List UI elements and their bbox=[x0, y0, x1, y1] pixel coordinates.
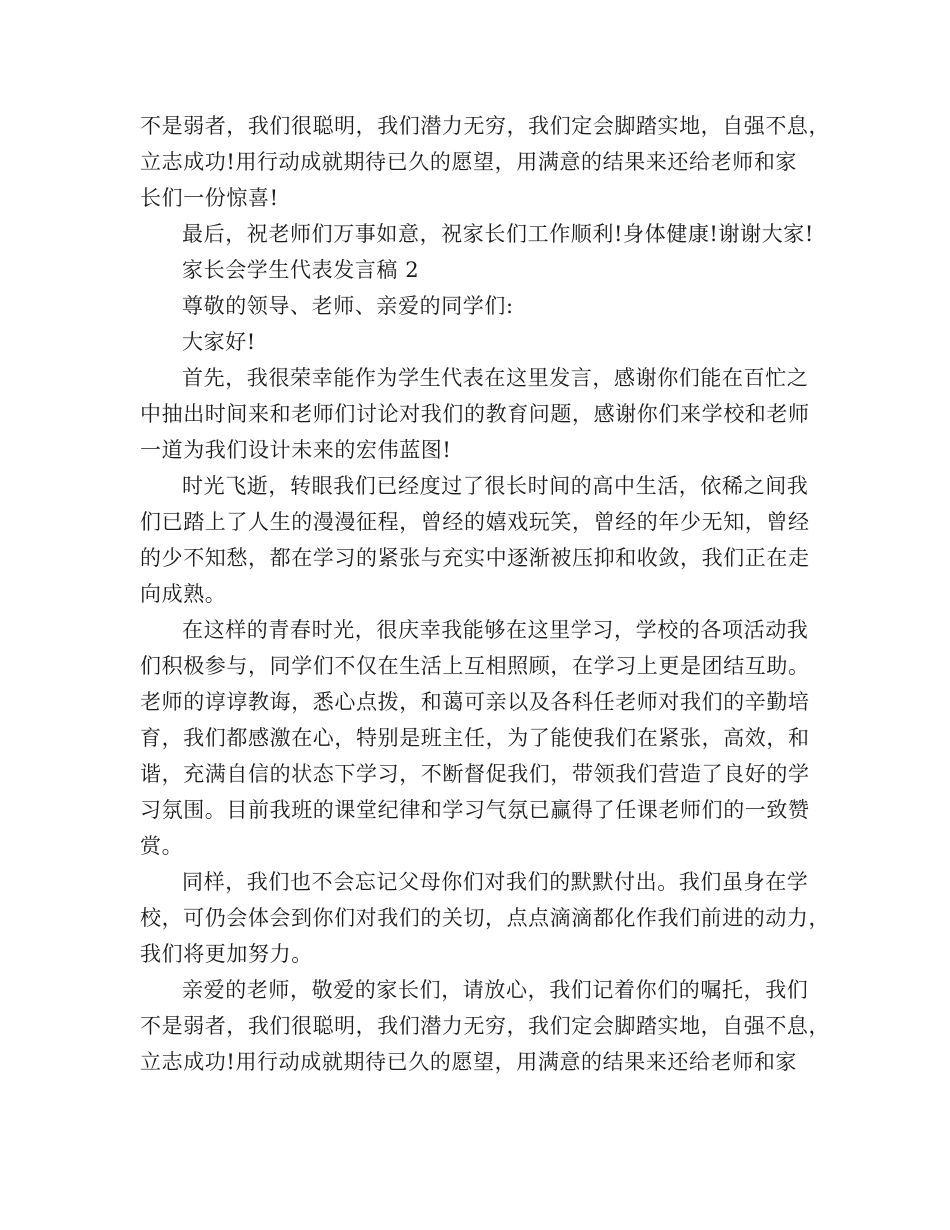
text-line: 们积极参与，同学们不仅在生活上互相照顾，在学习上更是团结互助。 bbox=[140, 654, 810, 678]
text-line: 立志成功!用行动成就期待已久的愿望，用满意的结果来还给老师和家 bbox=[140, 150, 798, 174]
text-line: 同样，我们也不会忘记父母你们对我们的默默付出。我们虽身在学 bbox=[182, 870, 809, 894]
document-body bbox=[140, 108, 830, 1080]
text-line: 不是弱者，我们很聪明，我们潜力无穷，我们定会脚踏实地，自强不息， bbox=[140, 114, 830, 138]
text-line: 习氛围。目前我班的课堂纪律和学习气氛已赢得了任课老师们的一致赞 bbox=[140, 798, 810, 822]
text-line: 亲爱的老师，敬爱的家长们，请放心，我们记着你们的嘱托，我们 bbox=[182, 978, 809, 1002]
text-line: 大家好! bbox=[182, 330, 256, 354]
text-line: 老师的谆谆教诲，悉心点拨，和蔼可亲以及各科任老师对我们的辛勤培 bbox=[140, 690, 810, 714]
text-line: 育，我们都感激在心，特别是班主任，为了能使我们在紧张，高效，和 bbox=[140, 726, 810, 750]
text-line: 尊敬的领导、老师、亲爱的同学们: bbox=[182, 294, 514, 318]
text-line: 家长会学生代表发言稿 2 bbox=[182, 258, 420, 282]
text-line: 立志成功!用行动成就期待已久的愿望，用满意的结果来还给老师和家 bbox=[140, 1050, 798, 1074]
text-line: 中抽出时间来和老师们讨论对我们的教育问题，感谢你们来学校和老师 bbox=[140, 402, 810, 426]
text-line: 谐，充满自信的状态下学习，不断督促我们，带领我们营造了良好的学 bbox=[140, 762, 810, 786]
text-line: 我们将更加努力。 bbox=[140, 942, 313, 966]
text-line: 不是弱者，我们很聪明，我们潜力无穷，我们定会脚踏实地，自强不息， bbox=[140, 1014, 830, 1038]
text-line: 的少不知愁，都在学习的紧张与充实中逐渐被压抑和收敛，我们正在走 bbox=[140, 546, 810, 570]
text-line: 首先，我很荣幸能作为学生代表在这里发言，感谢你们能在百忙之 bbox=[182, 366, 809, 390]
text-line: 校，可仍会体会到你们对我们的关切，点点滴滴都化作我们前进的动力， bbox=[140, 906, 830, 930]
text-line: 赏。 bbox=[140, 834, 184, 858]
text-line: 们已踏上了人生的漫漫征程，曾经的嬉戏玩笑，曾经的年少无知，曾经 bbox=[140, 510, 810, 534]
text-line: 最后，祝老师们万事如意，祝家长们工作顺利!身体健康!谢谢大家! bbox=[182, 222, 814, 246]
text-line: 一道为我们设计未来的宏伟蓝图! bbox=[140, 438, 452, 462]
text-line: 时光飞逝，转眼我们已经度过了很长时间的高中生活，依稀之间我 bbox=[182, 474, 809, 498]
text-line: 长们一份惊喜! bbox=[140, 186, 279, 210]
text-line: 向成熟。 bbox=[140, 582, 227, 606]
text-line: 在这样的青春时光，很庆幸我能够在这里学习，学校的各项活动我 bbox=[182, 618, 809, 642]
